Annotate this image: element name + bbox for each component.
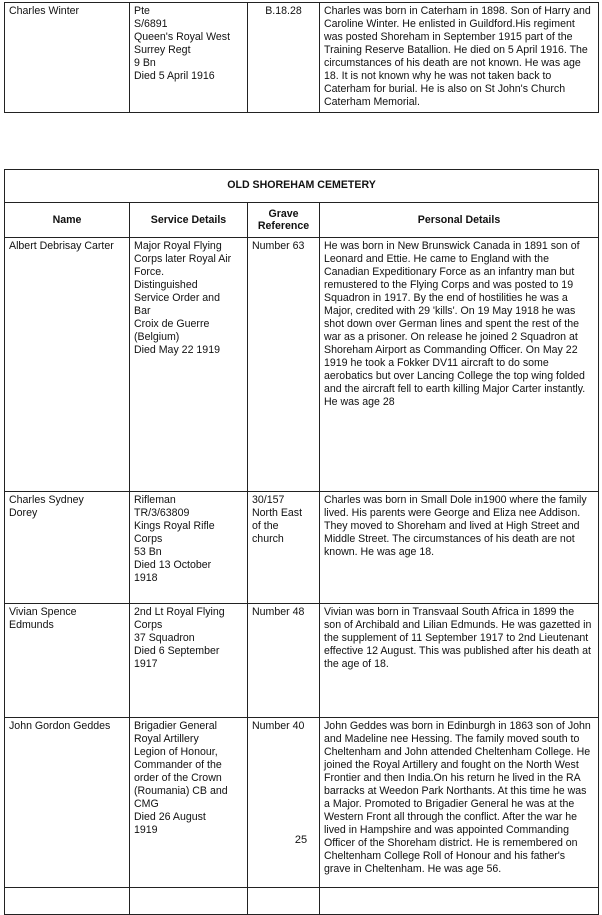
page-number: 25 [294,834,308,846]
personal-cell: John Geddes was born in Edinburgh in 1863 son of John and Madeline nee Hessing. The family moved south to Cheltenham and John attended Cheltenham College. He joined the Royal Artillery and fought on the North West Frontier and then India.On his return he lived in the RA barracks at Weedon Park Northants. At this time he was a Major. Promoted to Brigadier General he was at the Western Front all through the conflict. After the war he lived in Hampshire and was appointed Commanding Officer of the Shoreham district. He is remembered on Cheltenham College Roll of Honour and his father's grave in Cheltenham. He was age 56. [320,718,599,888]
service-cell: Brigadier General Royal Artillery Legion of Honour, Commander of the order of the Crown (Roumania) CB and CMG Died 26 August 1919 [130,718,248,888]
name-cell: Charles Winter [5,3,130,113]
header-service: Service Details [130,203,248,238]
personal-cell: Vivian was born in Transvaal South Africa in 1899 the son of Archibald and Lilian Edmunds. He was gazetted in the supplement of 11 September 1917 to 2nd Lieutenant effective 12 August. This was published after his death at the age of 18. [320,604,599,718]
grave-cell: Number 63 [248,238,320,492]
header-grave: Grave Reference [248,203,320,238]
table-row [5,238,599,492]
name-cell: Charles Sydney Dorey [5,492,130,604]
cemetery-title: OLD SHOREHAM CEMETERY [5,170,599,203]
table-row [5,604,599,718]
cemetery-table [4,169,599,915]
blank-cell [5,888,130,915]
name-cell: Vivian Spence Edmunds [5,604,130,718]
grave-cell: 30/157 North East of the church [248,492,320,604]
blank-cell [320,888,599,915]
continued-entry-table [4,2,599,113]
personal-cell: Charles was born in Small Dole in1900 where the family lived. His parents were George and Eliza nee Addison. They moved to Shoreham and lived at High Street and Middle Street. The circumstances of his death are not known. He was age 18. [320,492,599,604]
service-cell: Rifleman TR/3/63809 Kings Royal Rifle Corps 53 Bn Died 13 October 1918 [130,492,248,604]
grave-cell: B.18.28 [248,3,320,113]
table-row [5,492,599,604]
personal-cell: Charles was born in Caterham in 1898. Son of Harry and Caroline Winter. He enlisted in Guildford.His regiment was posted Shoreham in September 1915 part of the Training Reserve Batallion. He died on 5 April 1916. The circumstances of his death are not known. He was age 18. It is not known why he was not taken back to Caterham for burial. He is also on St John's Church Caterham Memorial. [320,3,599,113]
service-cell: Pte S/6891 Queen's Royal West Surrey Regt 9 Bn Died 5 April 1916 [130,3,248,113]
blank-cell [130,888,248,915]
table-row [5,718,599,888]
service-cell: Major Royal Flying Corps later Royal Air Force. Distinguished Service Order and Bar Croix de Guerre (Belgium) Died May 22 1919 [130,238,248,492]
header-name: Name [5,203,130,238]
service-cell: 2nd Lt Royal Flying Corps 37 Squadron Died 6 September 1917 [130,604,248,718]
blank-cell [248,888,320,915]
header-personal: Personal Details [320,203,599,238]
header-row [5,203,599,238]
table-row [5,3,599,113]
name-cell: John Gordon Geddes [5,718,130,888]
personal-cell: He was born in New Brunswick Canada in 1891 son of Leonard and Ettie. He came to England with the Canadian Expeditionary Force as an infantry man but remustered to the Flying Corps and was posted to 19 Squadron in 1917. By the end of hostilities he was a Major, credited with 29 'kills'. On 19 May 1918 he was shot down over German lines and spent the rest of the war as a prisoner. On release he joined 2 Squadron at Shoreham Airport as Commanding Officer. On May 22 1919 he took a Fokker DV11 aircraft to do some aerobatics but over Lancing College the top wing folded and the aircraft fell to earth killing Major Carter instantly. He was age 28 [320,238,599,492]
blank-row [5,888,599,915]
grave-cell: Number 40 [248,718,320,888]
name-cell: Albert Debrisay Carter [5,238,130,492]
grave-cell: Number 48 [248,604,320,718]
